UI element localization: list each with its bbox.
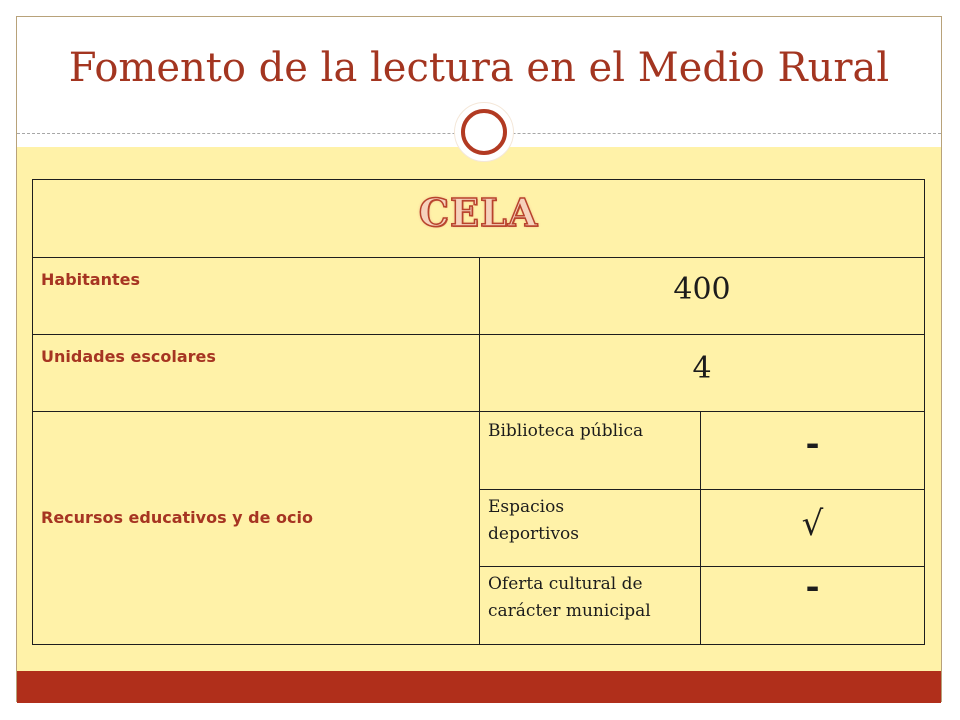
- resource-mark-biblioteca: -: [805, 424, 820, 464]
- table-row-label-cell: [32, 257, 480, 335]
- slide-title: Fomento de la lectura en el Medio Rural: [68, 45, 890, 91]
- row-value-habitantes: 400: [673, 272, 731, 307]
- resource-oferta: Oferta cultural de carácter municipal: [488, 574, 651, 621]
- row-value-unidades: 4: [692, 351, 712, 386]
- resources-label-cell: [32, 411, 480, 645]
- resource-name-cell: [479, 411, 701, 490]
- table-row-value-cell: [479, 334, 925, 412]
- ring-icon: [461, 109, 507, 155]
- table-heading-cell: [32, 179, 925, 258]
- resources-label: Recursos educativos y de ocio: [41, 508, 313, 527]
- resource-name-cell: [479, 566, 701, 645]
- footer-bar: [17, 671, 941, 703]
- resource-name-cell: [479, 489, 701, 567]
- resource-mark-oferta: -: [805, 567, 820, 607]
- table-row-label-cell: [32, 334, 480, 412]
- row-label-habitantes: Habitantes: [41, 270, 140, 289]
- resource-espacios: Espacios deportivos: [488, 497, 580, 544]
- resource-biblioteca: Biblioteca pública: [488, 421, 644, 441]
- row-label-unidades: Unidades escolares: [41, 347, 216, 366]
- table-row-value-cell: [479, 257, 925, 335]
- resource-mark-cell: [700, 489, 925, 567]
- resource-mark-cell: [700, 566, 925, 645]
- table-heading: CELA: [418, 190, 539, 235]
- resource-mark-cell: [700, 411, 925, 490]
- resource-mark-espacios: √: [801, 504, 824, 544]
- data-table: [32, 179, 925, 645]
